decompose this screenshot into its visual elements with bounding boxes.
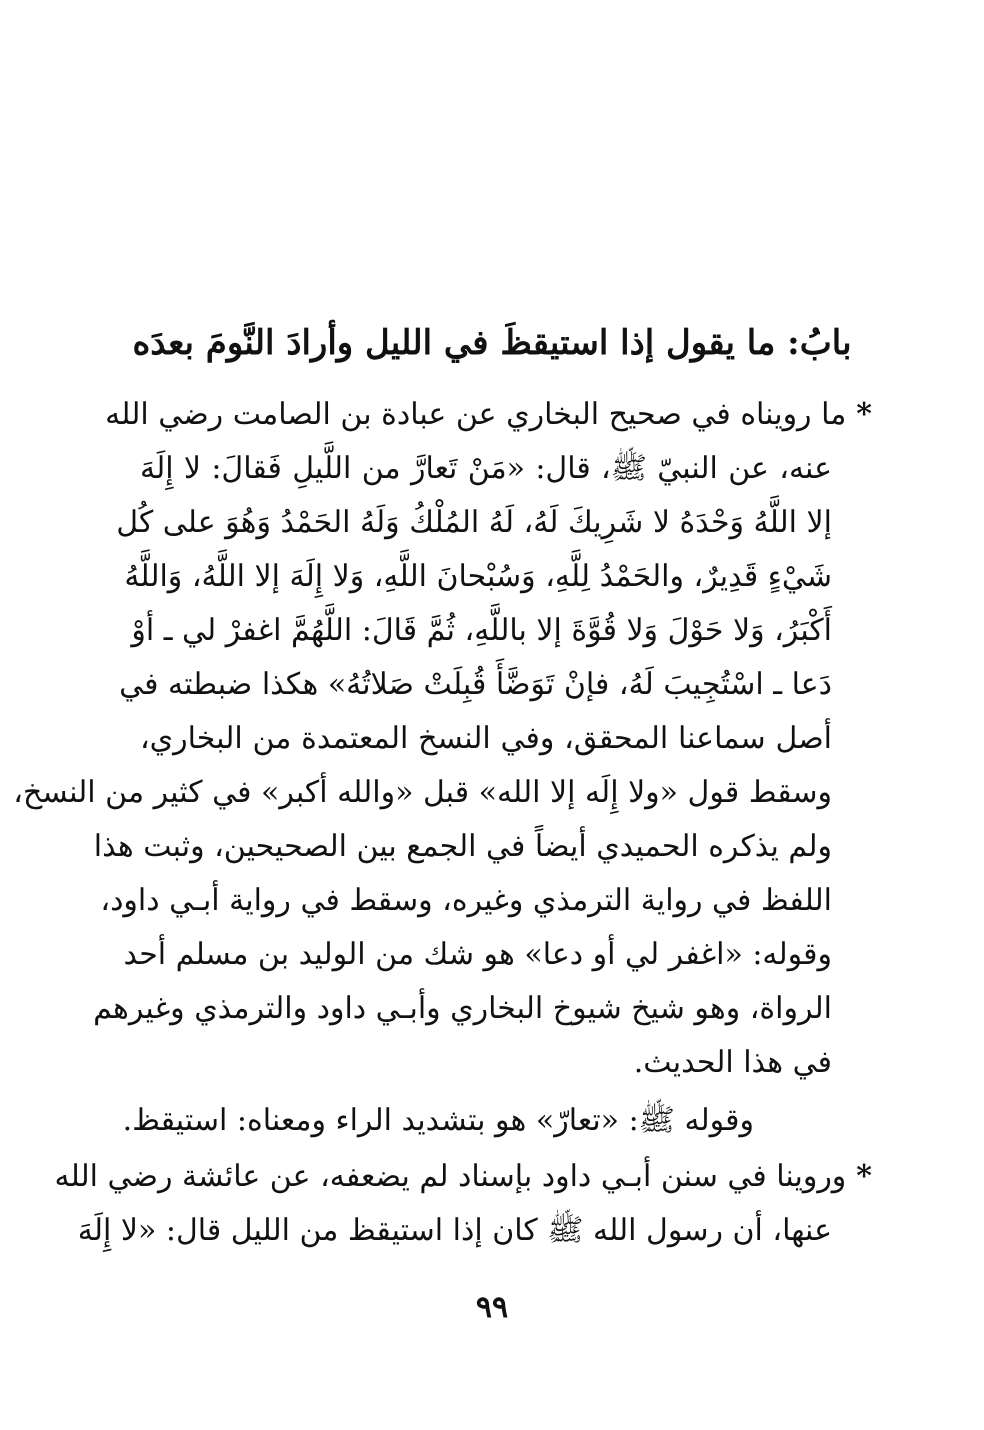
text-line: أصل سماعنا المحقق، وفي النسخ المعتمدة من البخاري، <box>140 721 832 756</box>
text-line: وسقط قول «ولا إِلَه إلا الله» قبل «والله أكبر» في كثير من النسخ، <box>13 775 832 810</box>
paragraph-1 <box>13 388 872 1090</box>
text-line: عنها، أن رسول الله ﷺ كان إذا استيقظ من الليل قال: «لا إِلَهَ <box>77 1213 832 1248</box>
text-line: دَعا ـ اسْتُجِيبَ لَهُ، فإنْ تَوَضَّأَ قُبِلَتْ صَلاتُهُ» هكذا ضبطته في <box>119 667 832 702</box>
chapter-title: بابُ: ما يقول إذا استيقظَ في الليل وأرادَ النَّومَ بعدَه <box>132 323 852 363</box>
page-number: ٩٩ <box>475 1290 509 1325</box>
text-line: عنه، عن النبيّ ﷺ، قال: «مَنْ تَعارَّ من اللَّيلِ فَقالَ: لا إِلَهَ <box>140 451 832 486</box>
text-line: إلا اللَّهُ وَحْدَهُ لا شَرِيكَ لَهُ، لَهُ المُلْكُ وَلَهُ الحَمْدُ وَهُوَ على كُل <box>116 505 832 540</box>
paragraph-2 <box>54 1150 872 1258</box>
note-line: وقوله ﷺ: «تعارّ» هو بتشديد الراء ومعناه: استيقظ. <box>122 1103 754 1138</box>
text-line: أَكْبَرُ، وَلا حَوْلَ وَلا قُوَّةَ إلا باللَّهِ، ثُمَّ قَالَ: اللَّهُمَّ اغفرْ لي ـ أوْ <box>131 613 832 648</box>
text-line: وقوله: «اغفر لي أو دعا» هو شك من الوليد بن مسلم أحد <box>123 937 832 972</box>
text-line-content: وروينا في سنن أبـي داود بإسناد لم يضعفه، عن عائشة رضي الله <box>54 1159 847 1194</box>
text-line: الرواة، وهو شيخ شيوخ البخاري وأبـي داود والترمذي وغيرهم <box>93 991 832 1026</box>
text-line: في هذا الحديث. <box>633 1045 832 1080</box>
text-line: اللفظ في رواية الترمذي وغيره، وسقط في رواية أبـي داود، <box>100 883 832 918</box>
text-line: ولم يذكره الحميدي أيضاً في الجمع بين الصحيحين، وثبت هذا <box>93 829 832 864</box>
bullet-mark: * <box>856 1159 872 1194</box>
bullet-mark: * <box>856 397 872 432</box>
text-line-content: ما رويناه في صحيح البخاري عن عبادة بن الصامت رضي الله <box>105 397 847 432</box>
text-line <box>105 388 872 442</box>
text-line <box>54 1150 872 1204</box>
text-line: شَيْءٍ قَدِيرٌ، والحَمْدُ لِلَّهِ، وَسُبْحانَ اللَّهِ، وَلا إِلَهَ إلا اللَّهُ، وَاللَّهُ <box>124 559 832 594</box>
